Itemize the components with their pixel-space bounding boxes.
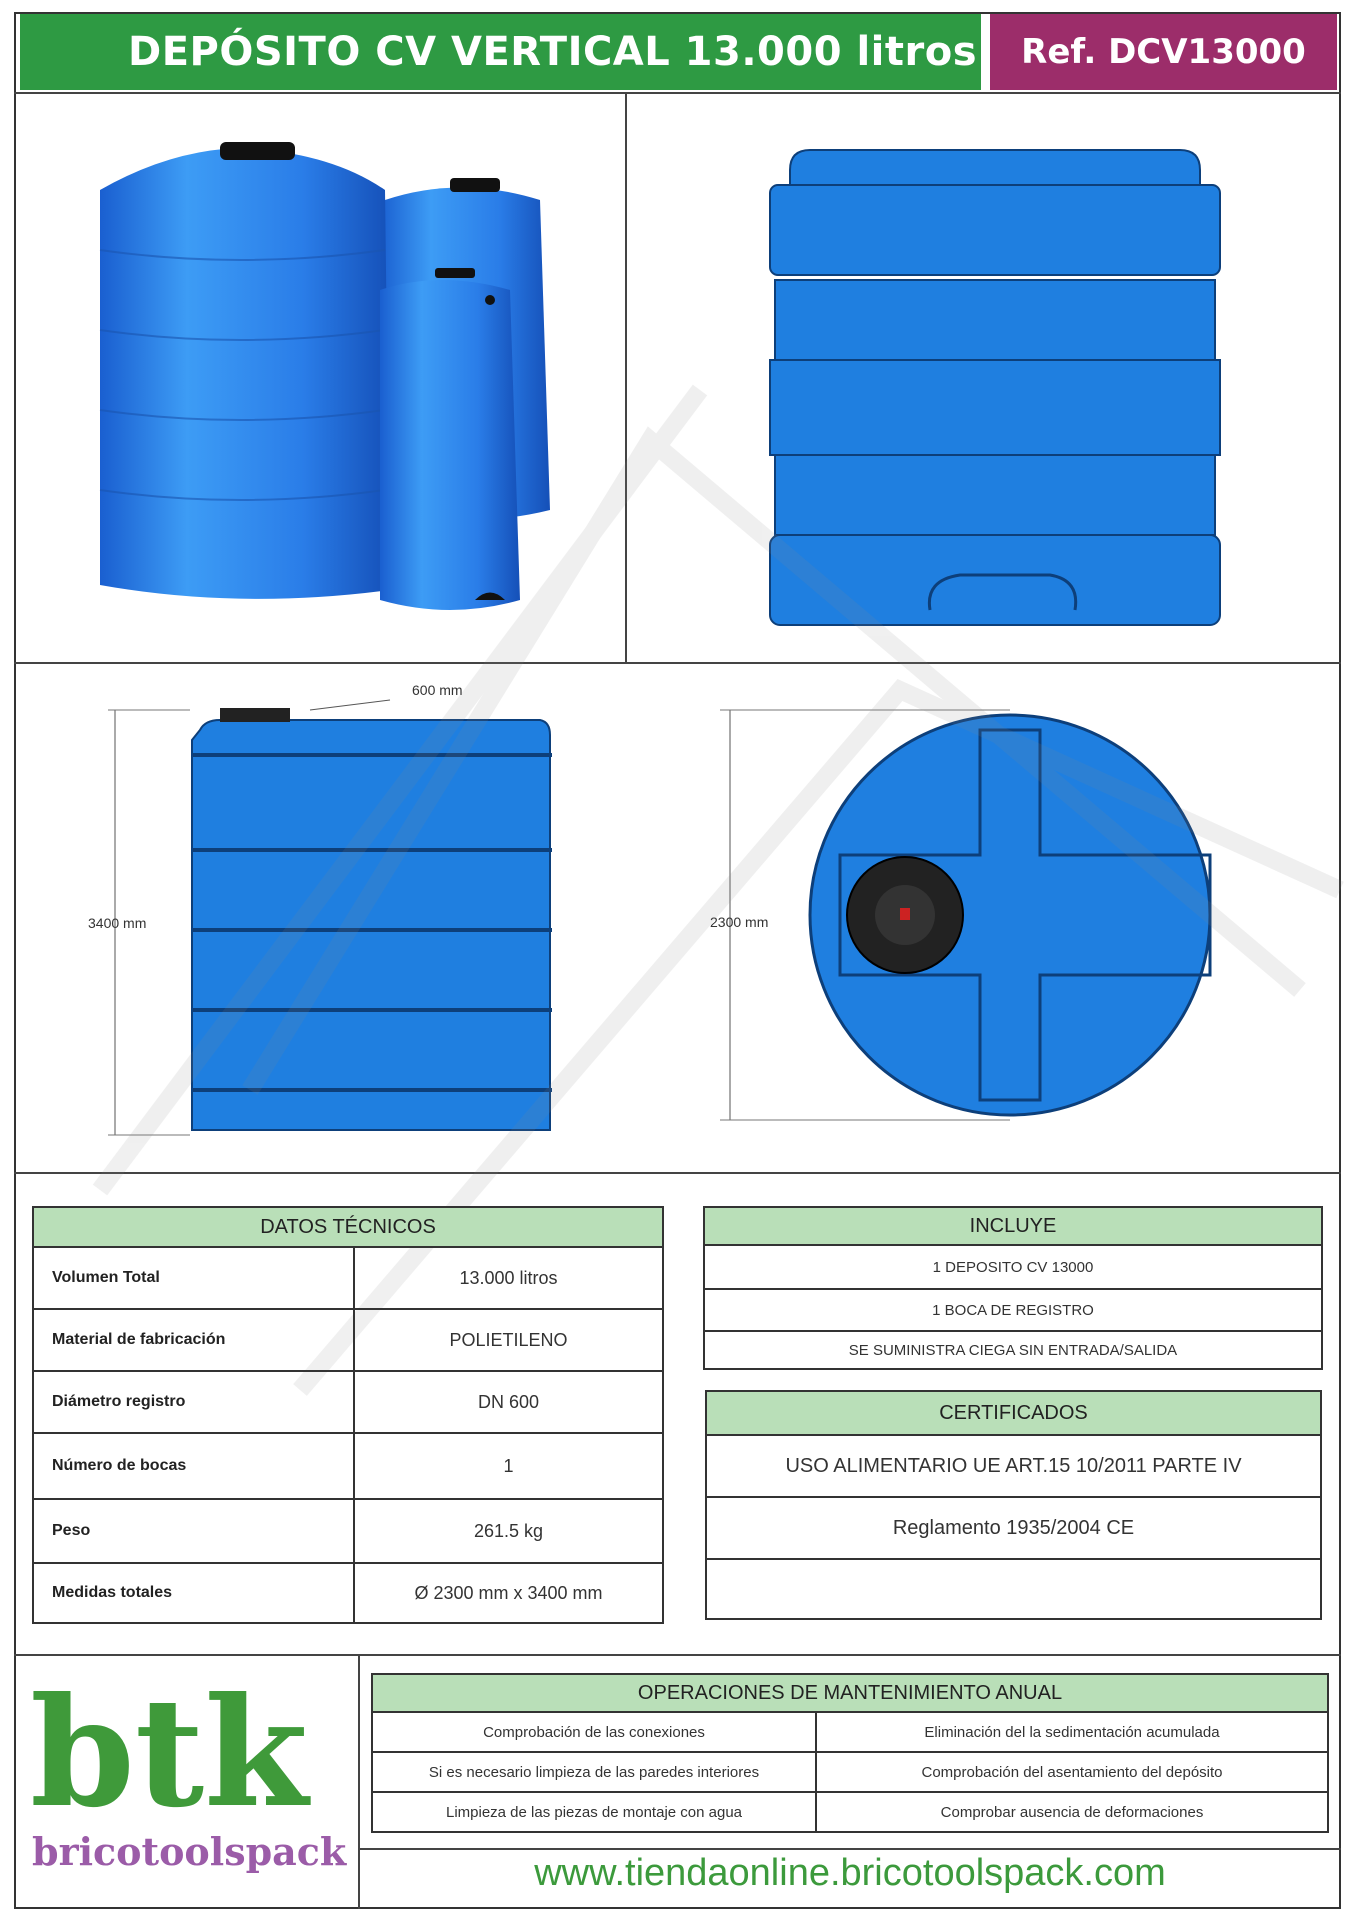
divider: [14, 662, 1341, 664]
table-row: [372, 1712, 1328, 1752]
list-item: SE SUMINISTRA CIEGA SIN ENTRADA/SALIDA: [704, 1331, 1322, 1369]
tank-side-drawing: [80, 680, 580, 1150]
divider: [625, 92, 627, 662]
list-item: Comprobación de las conexiones: [372, 1712, 816, 1752]
row-label: Volumen Total: [33, 1247, 354, 1309]
table-row: [33, 1499, 663, 1563]
row-label: Número de bocas: [33, 1433, 354, 1499]
logo-letters: btk: [30, 1680, 309, 1841]
divider: [14, 1654, 1341, 1656]
table-row: [372, 1752, 1328, 1792]
table-row: [33, 1309, 663, 1371]
list-item: Reglamento 1935/2004 CE: [706, 1497, 1321, 1559]
row-value: DN 600: [354, 1371, 663, 1433]
row-value: Ø 2300 mm x 3400 mm: [354, 1563, 663, 1623]
product-reference: Ref. DCV13000: [990, 14, 1337, 90]
technical-data-title: DATOS TÉCNICOS: [33, 1207, 663, 1247]
divider: [358, 1848, 1341, 1850]
list-item: Comprobación del asentamiento del depósito: [816, 1752, 1328, 1792]
tank-top-drawing: [720, 700, 1240, 1130]
divider: [14, 92, 1341, 94]
list-item: 1 BOCA DE REGISTRO: [704, 1289, 1322, 1331]
list-item: USO ALIMENTARIO UE ART.15 10/2011 PARTE IV: [706, 1435, 1321, 1497]
table-row: [372, 1792, 1328, 1832]
btk-logo: [30, 1680, 350, 1880]
includes-table: [703, 1206, 1323, 1370]
divider: [14, 1172, 1341, 1174]
certificates-title: CERTIFICADOS: [706, 1391, 1321, 1435]
row-label: Diámetro registro: [33, 1371, 354, 1433]
row-value: POLIETILENO: [354, 1309, 663, 1371]
tank-front-view: [760, 140, 1230, 630]
table-row: [33, 1433, 663, 1499]
list-item: Eliminación del la sedimentación acumulada: [816, 1712, 1328, 1752]
list-item: Limpieza de las piezas de montaje con agua: [372, 1792, 816, 1832]
product-title: DEPÓSITO CV VERTICAL 13.000 litros: [20, 14, 981, 90]
row-label: Peso: [33, 1499, 354, 1563]
store-url[interactable]: www.tiendaonline.bricotoolspack.com: [534, 1852, 1166, 1894]
tank-photo: [80, 130, 570, 620]
table-row: [33, 1563, 663, 1623]
manhole-dimension: 600 mm: [412, 682, 463, 698]
table-row: [33, 1371, 663, 1433]
list-item: [706, 1559, 1321, 1619]
list-item: Si es necesario limpieza de las paredes interiores: [372, 1752, 816, 1792]
certificates-table: [705, 1390, 1322, 1620]
technical-data-table: [32, 1206, 664, 1624]
row-value: 1: [354, 1433, 663, 1499]
diameter-dimension: 2300 mm: [710, 914, 769, 930]
includes-title: INCLUYE: [704, 1207, 1322, 1245]
list-item: 1 DEPOSITO CV 13000: [704, 1245, 1322, 1289]
row-value: 13.000 litros: [354, 1247, 663, 1309]
maintenance-table: [371, 1673, 1329, 1833]
row-value: 261.5 kg: [354, 1499, 663, 1563]
logo-wordmark: bricotoolspack: [32, 1829, 347, 1874]
list-item: Comprobar ausencia de deformaciones: [816, 1792, 1328, 1832]
height-dimension: 3400 mm: [88, 915, 147, 931]
maintenance-title: OPERACIONES DE MANTENIMIENTO ANUAL: [372, 1674, 1328, 1712]
table-row: [33, 1247, 663, 1309]
row-label: Material de fabricación: [33, 1309, 354, 1371]
row-label: Medidas totales: [33, 1563, 354, 1623]
